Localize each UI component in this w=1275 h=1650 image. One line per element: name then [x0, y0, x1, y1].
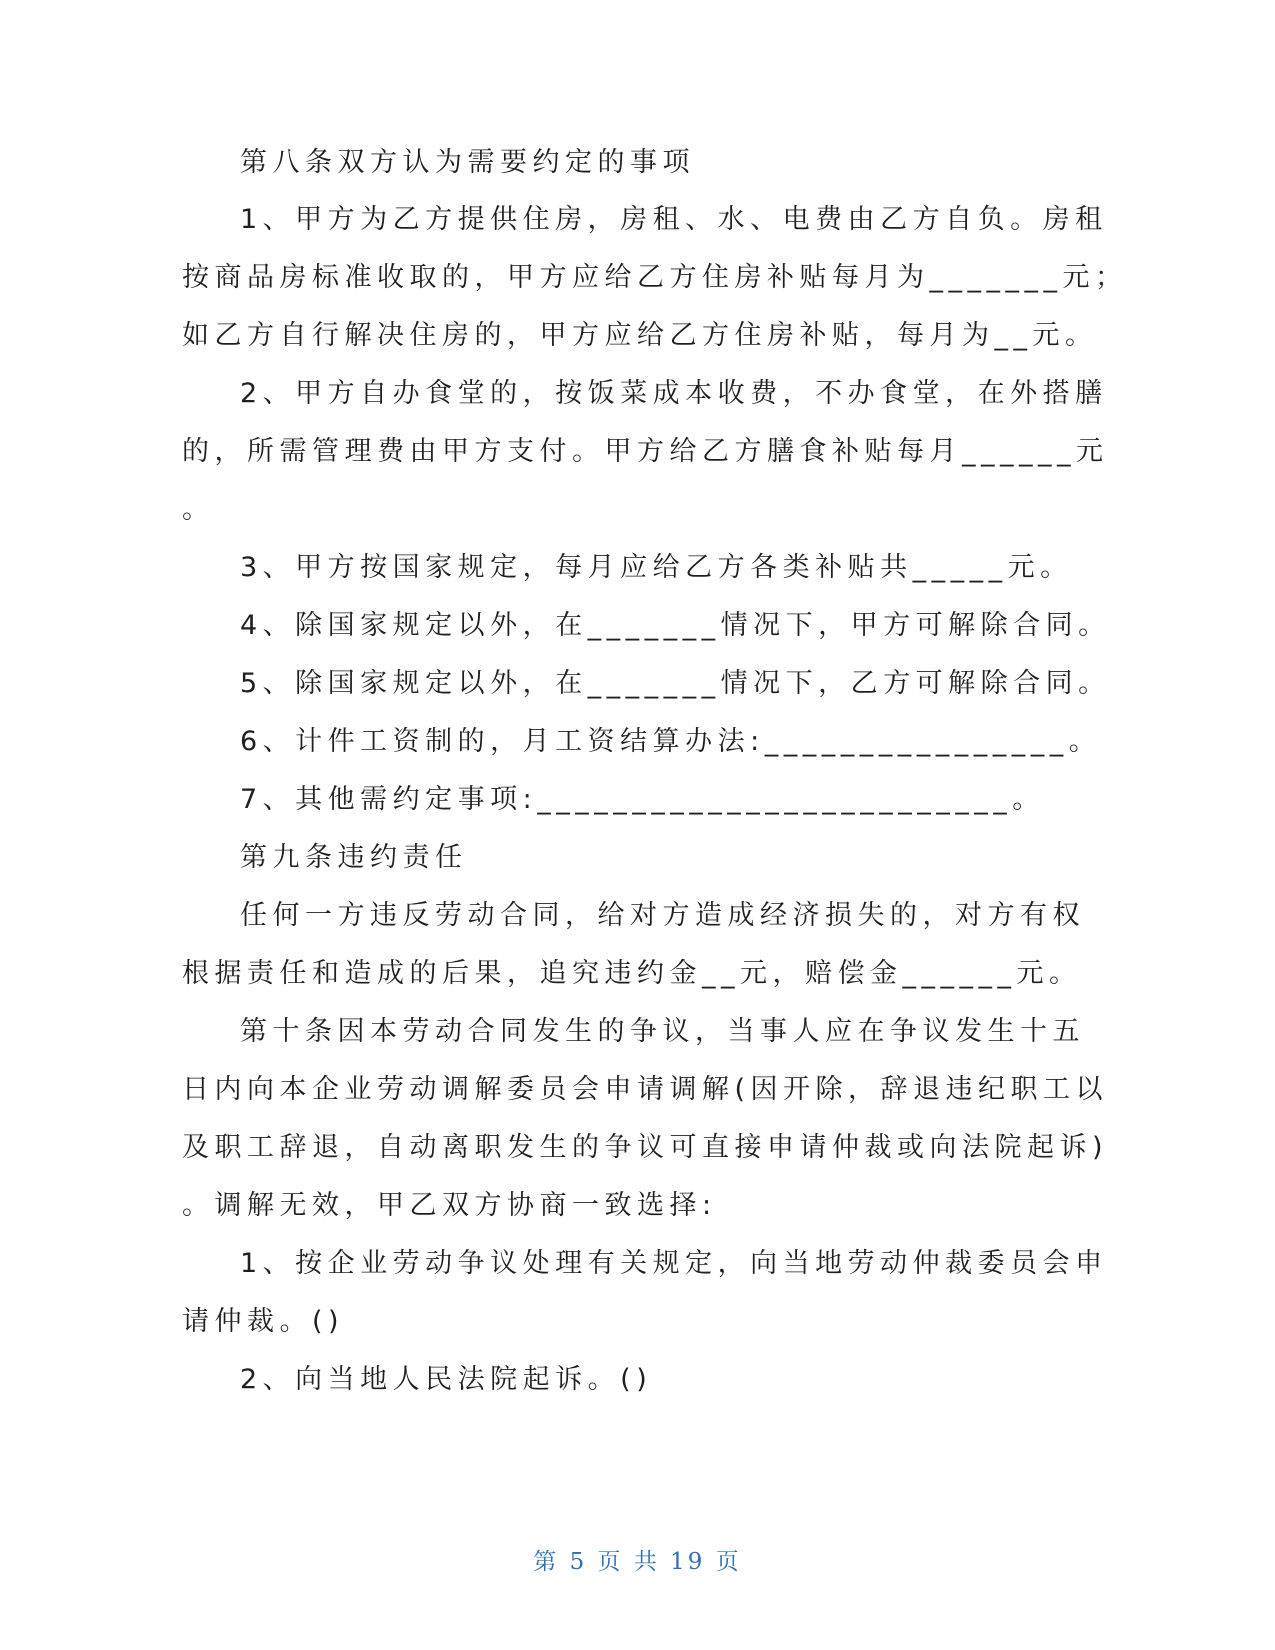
text-line: 。调解无效，甲乙双方协商一致选择:	[182, 1190, 717, 1221]
text-line: 的，所需管理费由甲方支付。甲方给乙方膳食补贴每月______元	[182, 436, 1109, 467]
text-line: 任何一方违反劳动合同，给对方造成经济损失的，对方有权	[240, 900, 1085, 931]
text-line: 第八条双方认为需要约定的事项	[240, 147, 695, 178]
text-line: 。	[182, 494, 215, 525]
text-line: 请仲裁。()	[182, 1306, 345, 1337]
text-line: 日内向本企业劳动调解委员会申请调解(因开除，辞退违纪职工以	[182, 1074, 1109, 1105]
text-line: 及职工辞退，自动离职发生的争议可直接申请仲裁或向法院起诉)	[182, 1132, 1109, 1163]
text-line: 7、其他需约定事项:_________________________。	[240, 784, 1045, 815]
text-line: 6、计件工资制的，月工资结算办法:________________。	[240, 726, 1102, 757]
text-line: 4、除国家规定以外，在_______情况下，甲方可解除合同。	[240, 610, 1111, 641]
text-line: 2、甲方自办食堂的，按饭菜成本收费，不办食堂，在外搭膳	[240, 378, 1108, 409]
text-line: 3、甲方按国家规定，每月应给乙方各类补贴共_____元。	[240, 552, 1073, 583]
text-line: 第十条因本劳动合同发生的争议，当事人应在争议发生十五	[240, 1016, 1085, 1047]
text-line: 1、甲方为乙方提供住房，房租、水、电费由乙方自负。房租	[240, 204, 1108, 235]
text-line: 5、除国家规定以外，在_______情况下，乙方可解除合同。	[240, 668, 1111, 699]
text-line: 1、按企业劳动争议处理有关规定，向当地劳动仲裁委员会申	[240, 1248, 1108, 1279]
text-line: 如乙方自行解决住房的，甲方应给乙方住房补贴，每月为__元。	[182, 320, 1098, 351]
text-line: 根据责任和造成的后果，追究违约金__元，赔偿金______元。	[182, 958, 1082, 989]
text-line: 2、向当地人民法院起诉。()	[240, 1364, 653, 1395]
section-heading: 第九条违约责任	[240, 842, 468, 873]
text-line: 按商品房标准收取的，甲方应给乙方住房补贴每月为_______元；	[182, 262, 1128, 293]
page-number-footer: 第 5 页 共 19 页	[533, 1549, 742, 1575]
